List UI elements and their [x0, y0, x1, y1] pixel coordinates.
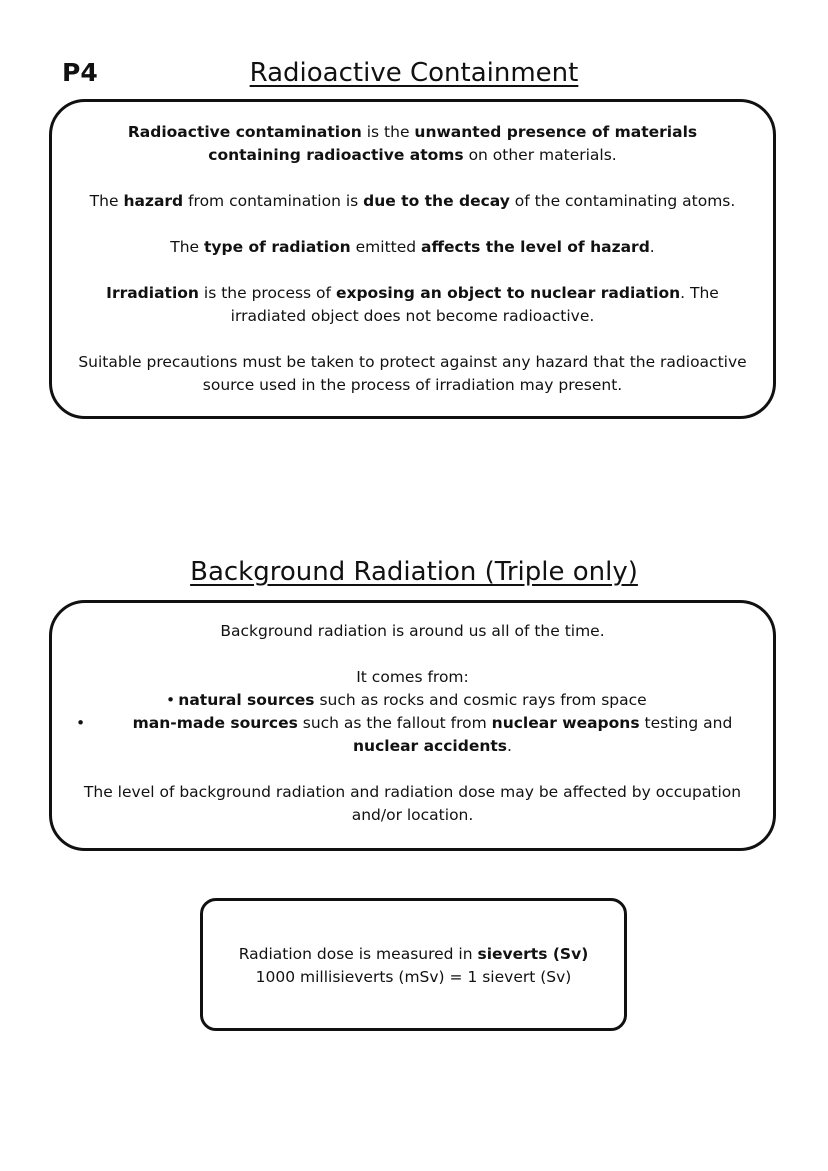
background-intro: Background radiation is around us all of the time.	[220, 622, 605, 640]
bullet-icon: •	[76, 714, 86, 732]
bold-text-run: due to the decay	[363, 192, 510, 210]
radiation-type-text	[76, 236, 749, 259]
section-title-background: Background Radiation (Triple only)	[190, 557, 638, 587]
precautions-text: Suitable precautions must be taken to protect against any hazard that the radioactive source used in the process of irradiation may present.	[78, 353, 747, 394]
irradiation-definition	[76, 282, 749, 328]
bold-text-run: unwanted presence of materials containing radioactive atoms	[208, 123, 698, 164]
background-radiation-box	[49, 600, 776, 851]
text-run: such as the fallout from	[297, 714, 492, 732]
section-title-containment: Radioactive Containment	[249, 58, 579, 88]
bullet-man-made	[76, 712, 749, 758]
text-run: is the	[361, 123, 415, 141]
bold-text-run: exposing an object to nuclear radiation	[335, 284, 681, 302]
bullet-icon: •	[166, 691, 176, 709]
bold-text-run: man-made sources	[132, 714, 298, 732]
text-run: is the process of	[198, 284, 336, 302]
text-run: emitted	[350, 238, 422, 256]
text-run: . The irradiated object does not become radioactive.	[230, 284, 719, 325]
comes-from-label: It comes from:	[356, 668, 469, 686]
bold-text-run: Radioactive contamination	[127, 123, 362, 141]
text-run: The	[170, 238, 205, 256]
containment-box	[49, 99, 776, 419]
dose-conversion-text: 1000 millisieverts (mSv) = 1 sievert (Sv)	[255, 968, 572, 986]
bold-text-run: natural sources	[178, 691, 315, 709]
contamination-definition	[76, 121, 749, 167]
bold-text-run: type of radiation	[204, 238, 351, 256]
dose-measurement-text	[213, 943, 614, 966]
text-run: .	[507, 737, 512, 755]
dose-units-box	[200, 898, 627, 1031]
bold-text-run: hazard	[123, 192, 184, 210]
text-run: Radiation dose is measured in	[238, 945, 478, 963]
text-run: .	[649, 238, 655, 256]
bold-text-run: affects the level of hazard	[421, 238, 650, 256]
text-run: from contamination is	[183, 192, 364, 210]
page-label: P4	[62, 58, 98, 87]
text-run: The	[89, 192, 124, 210]
text-run: such as rocks and cosmic rays from space	[314, 691, 647, 709]
text-run: of the contaminating atoms.	[509, 192, 736, 210]
bold-text-run: Irradiation	[106, 284, 199, 302]
hazard-text	[76, 190, 749, 213]
bold-text-run: sieverts (Sv)	[477, 945, 589, 963]
bold-text-run: nuclear weapons	[491, 714, 640, 732]
occupation-location-text: The level of background radiation and radiation dose may be affected by occupation and/or location.	[83, 783, 742, 824]
bold-text-run: nuclear accidents	[353, 737, 508, 755]
text-run: testing and	[639, 714, 733, 732]
text-run: on other materials.	[463, 146, 617, 164]
bullet-natural	[76, 689, 749, 712]
